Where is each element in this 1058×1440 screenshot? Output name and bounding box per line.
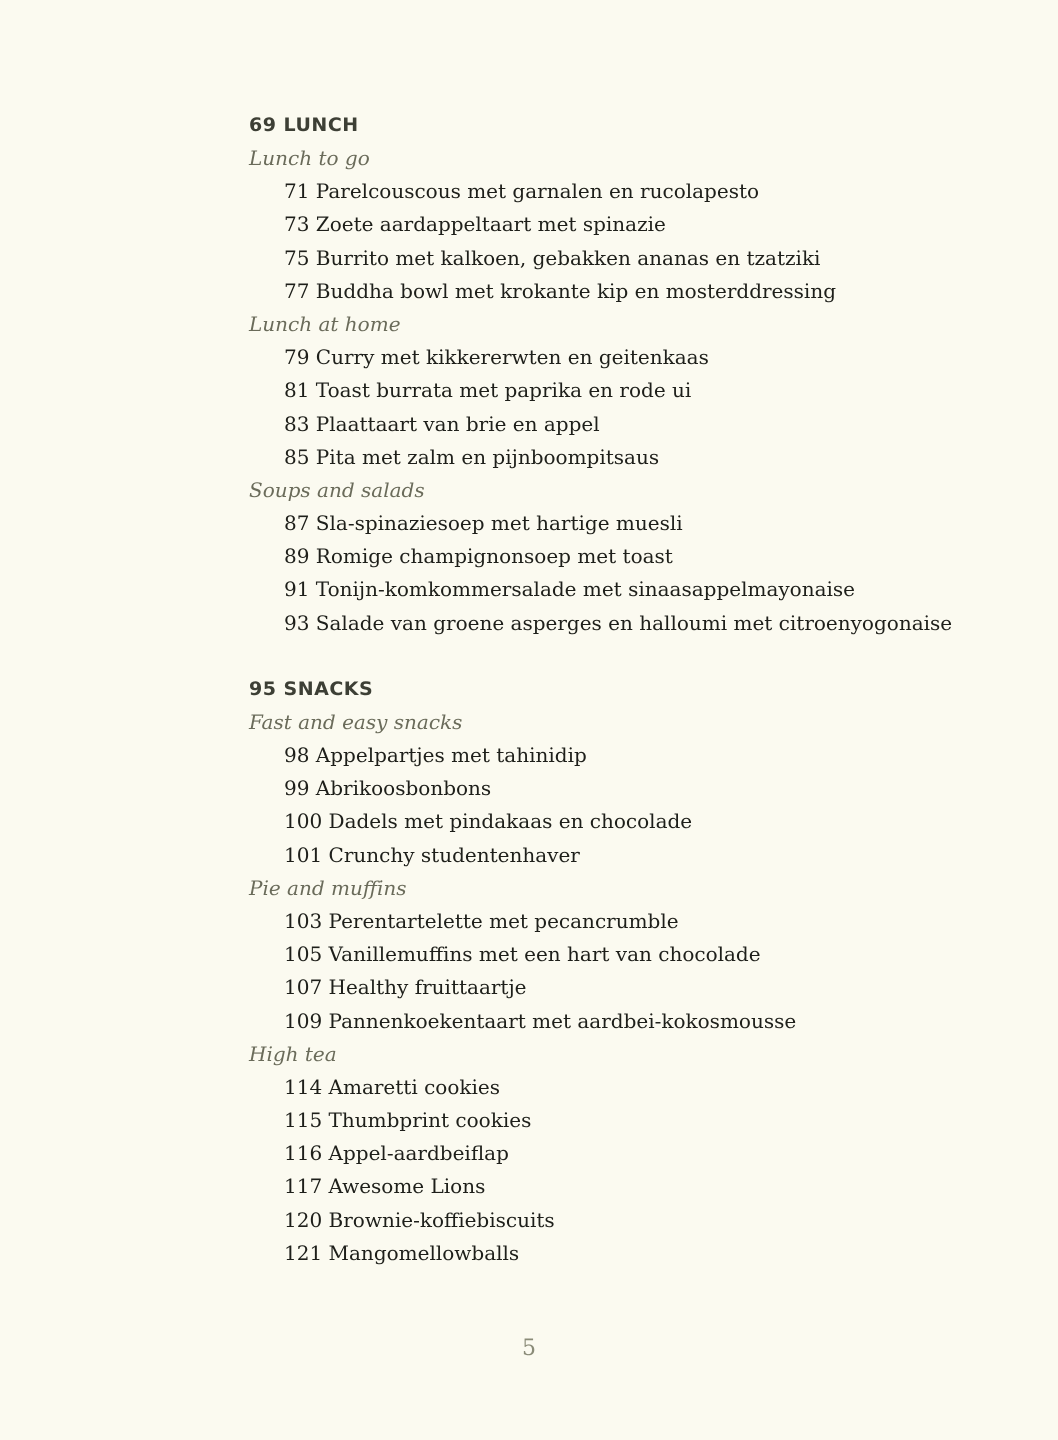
chapter-snacks: [249, 673, 1029, 1270]
toc-entry: 99 Abrikoosbonbons: [284, 776, 492, 801]
toc-entry: 79 Curry met kikkererwten en geitenkaas: [284, 345, 709, 370]
toc-entry: 101 Crunchy studentenhaver: [284, 842, 580, 867]
subsection-title: Fast and easy snacks: [249, 709, 463, 734]
subsection-pie-and-muffins: [249, 872, 1029, 1038]
toc-entry: 71 Parelcouscous met garnalen en rucolapesto: [284, 179, 760, 204]
toc-entry: 73 Zoete aardappeltaart met spinazie: [284, 212, 666, 237]
toc-entry: 93 Salade van groene asperges en halloumi met citroenyogonaise: [284, 610, 953, 635]
toc-entry: 107 Healthy fruittaartje: [284, 975, 527, 1000]
toc-entry: 114 Amaretti cookies: [284, 1074, 500, 1099]
toc-entry: 121 Mangomellowballs: [284, 1240, 520, 1265]
subsection-title: Lunch at home: [249, 311, 401, 336]
toc-entry: 98 Appelpartjes met tahinidip: [284, 743, 587, 767]
subsection-title: Lunch to go: [249, 146, 370, 170]
subsection-title: Soups and salads: [249, 477, 425, 502]
toc-entry: 89 Romige champignonsoep met toast: [284, 544, 673, 569]
subsection-title: High tea: [249, 1041, 337, 1066]
subsection-lunch-to-go: [249, 142, 1029, 308]
toc-entry: 116 Appel-aardbeiflap: [284, 1141, 509, 1166]
toc-entry: 85 Pita met zalm en pijnboompitsaus: [284, 444, 660, 469]
subsection-fast-and-easy-snacks: [249, 706, 1029, 872]
chapter-heading: 95 SNACKS: [249, 677, 374, 700]
toc-entry: 117 Awesome Lions: [284, 1174, 486, 1199]
toc-entry: 83 Plaattaart van brie en appel: [284, 411, 600, 436]
subsection-lunch-at-home: [249, 308, 1029, 474]
subsection-soups-and-salads: [249, 474, 1029, 640]
toc-entry: 105 Vanillemuffins met een hart van chocolade: [284, 942, 761, 967]
page-number: 5: [522, 1336, 536, 1361]
toc-entry: 109 Pannenkoekentaart met aardbei-kokosmousse: [284, 1008, 797, 1033]
toc-entry: 77 Buddha bowl met krokante kip en mosterddressing: [284, 278, 837, 303]
toc-entry: 87 Sla-spinaziesoep met hartige muesli: [284, 511, 683, 536]
toc-entry: 81 Toast burrata met paprika en rode ui: [284, 378, 692, 403]
chapter-heading: 69 LUNCH: [249, 114, 359, 136]
toc-entry: 75 Burrito met kalkoen, gebakken ananas en tzatziki: [284, 245, 821, 270]
toc-entry: 103 Perentartelette met pecancrumble: [284, 908, 679, 933]
subsection-title: Pie and muffins: [249, 875, 407, 900]
toc-entry: 91 Tonijn-komkommersalade met sinaasappelmayonaise: [284, 577, 856, 602]
table-of-contents: [249, 109, 1029, 1270]
toc-entry: 120 Brownie-koffiebiscuits: [284, 1207, 555, 1232]
chapter-lunch: [249, 109, 1029, 640]
subsection-high-tea: [249, 1038, 1029, 1270]
toc-entry: 100 Dadels met pindakaas en chocolade: [284, 809, 693, 834]
toc-entry: 115 Thumbprint cookies: [284, 1108, 532, 1133]
